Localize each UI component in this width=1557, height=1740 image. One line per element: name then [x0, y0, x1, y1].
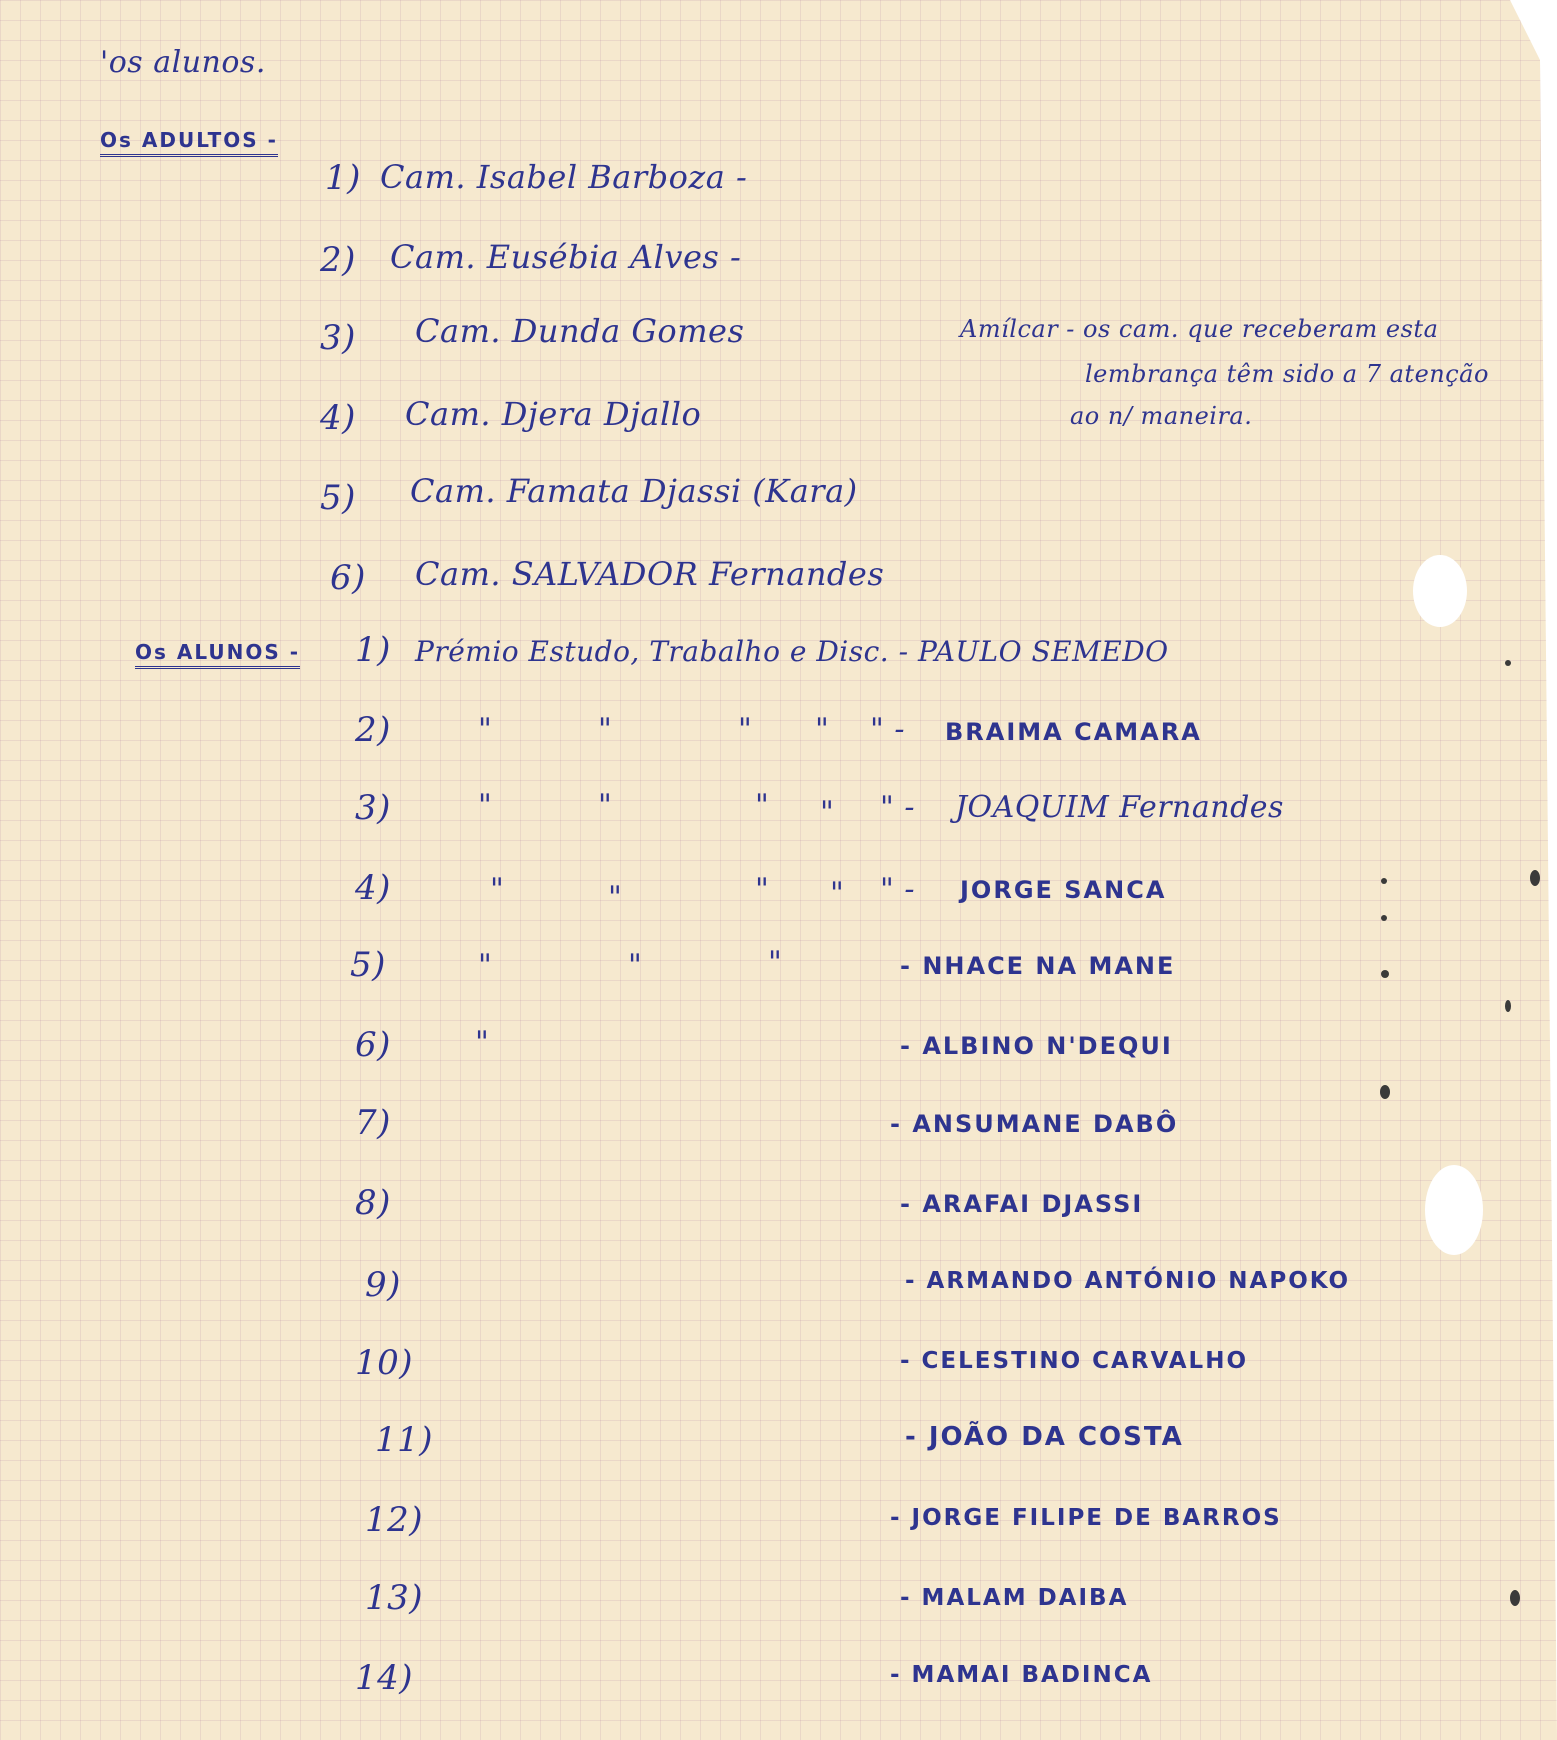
binder-hole-top — [1413, 555, 1467, 627]
ditto-mark: " - — [880, 872, 915, 907]
note-line-1: Amílcar - os cam. que receberam esta — [960, 315, 1439, 343]
student-item-number: 5) — [350, 945, 386, 985]
ditto-mark: " — [478, 788, 493, 823]
paper-speck — [1381, 915, 1387, 921]
student-name: JOAQUIM Fernandes — [955, 790, 1284, 825]
adult-item-name: Cam. Eusébia Alves - — [390, 238, 742, 276]
adult-item-number: 3) — [320, 318, 356, 358]
student-item-number: 13) — [365, 1578, 424, 1618]
adult-item-name: Cam. Djera Djallo — [405, 395, 702, 433]
student-item-number: 10) — [355, 1343, 414, 1383]
student-item-number: 4) — [355, 868, 391, 908]
student-item-number: 11) — [375, 1420, 434, 1460]
adult-item-name: Cam. Isabel Barboza - — [380, 158, 748, 196]
student-item-number: 3) — [355, 788, 391, 828]
ditto-mark: " — [628, 948, 643, 983]
student-item-number: 9) — [365, 1265, 401, 1305]
ditto-mark: " — [490, 872, 505, 907]
paper-speck — [1381, 970, 1389, 978]
student-name: - ARAFAI DJASSI — [900, 1190, 1144, 1218]
ditto-mark: " — [738, 712, 753, 747]
adults-section-label: Os ADULTOS - — [100, 128, 278, 157]
student-name: - ANSUMANE DABÔ — [890, 1110, 1179, 1138]
note-line-3: ao n/ maneira. — [1070, 402, 1253, 430]
student-name: - NHACE NA MANE — [900, 952, 1176, 980]
ditto-mark: " — [478, 948, 493, 983]
paper-speck — [1505, 660, 1511, 666]
ditto-mark: " - — [870, 712, 905, 747]
ditto-mark: " — [768, 945, 783, 980]
adult-item-number: 6) — [330, 558, 366, 598]
student-item-number: 8) — [355, 1183, 391, 1223]
student-name: - MAMAI BADINCA — [890, 1662, 1153, 1688]
paper-speck — [1505, 1000, 1511, 1012]
ditto-mark: " — [598, 788, 613, 823]
student-name: - CELESTINO CARVALHO — [900, 1348, 1249, 1374]
ditto-mark: " — [478, 712, 493, 747]
student-item-number: 14) — [355, 1658, 414, 1698]
ditto-mark: " — [598, 712, 613, 747]
ditto-mark: " — [830, 876, 845, 911]
adult-item-number: 1) — [325, 158, 361, 198]
student-name: - JORGE FILIPE DE BARROS — [890, 1505, 1282, 1531]
ditto-mark: " — [608, 880, 623, 915]
note-line-2: lembrança têm sido a 7 atenção — [1085, 360, 1489, 388]
adult-item-number: 2) — [320, 240, 356, 280]
ditto-mark: " — [755, 872, 770, 907]
student-name: - ALBINO N'DEQUI — [900, 1032, 1173, 1060]
page-header: 'os alunos. — [100, 45, 266, 80]
student-item-number: 1) — [355, 630, 391, 670]
ditto-mark: " — [475, 1025, 490, 1060]
students-section-label: Os ALUNOS - — [135, 640, 300, 669]
student-item-number: 2) — [355, 710, 391, 750]
student-item-number: 7) — [355, 1103, 391, 1143]
ditto-mark: " — [815, 712, 830, 747]
ditto-mark: " - — [880, 790, 915, 825]
adult-item-name: Cam. Dunda Gomes — [415, 312, 745, 350]
paper-speck — [1380, 1085, 1390, 1099]
adult-item-name: Cam. SALVADOR Fernandes — [415, 555, 885, 593]
student-item-number: 12) — [365, 1500, 424, 1540]
student-name: - JOÃO DA COSTA — [905, 1422, 1184, 1452]
adult-item-name: Cam. Famata Djassi (Kara) — [410, 472, 858, 510]
ditto-mark: " — [755, 788, 770, 823]
student-name: BRAIMA CAMARA — [945, 718, 1202, 746]
student-name: JORGE SANCA — [960, 876, 1167, 904]
ditto-mark: " — [820, 795, 835, 830]
paper-speck — [1381, 878, 1387, 884]
adult-item-number: 5) — [320, 478, 356, 518]
adult-item-number: 4) — [320, 398, 356, 438]
paper-speck — [1510, 1590, 1520, 1606]
student-name: - MALAM DAIBA — [900, 1585, 1129, 1611]
binder-hole-bottom — [1425, 1165, 1483, 1255]
paper-speck — [1530, 870, 1540, 886]
student-name: - ARMANDO ANTÓNIO NAPOKO — [905, 1268, 1351, 1294]
student-item-number: 6) — [355, 1025, 391, 1065]
first-prize-line: Prémio Estudo, Trabalho e Disc. - PAULO SEMEDO — [415, 635, 1169, 668]
